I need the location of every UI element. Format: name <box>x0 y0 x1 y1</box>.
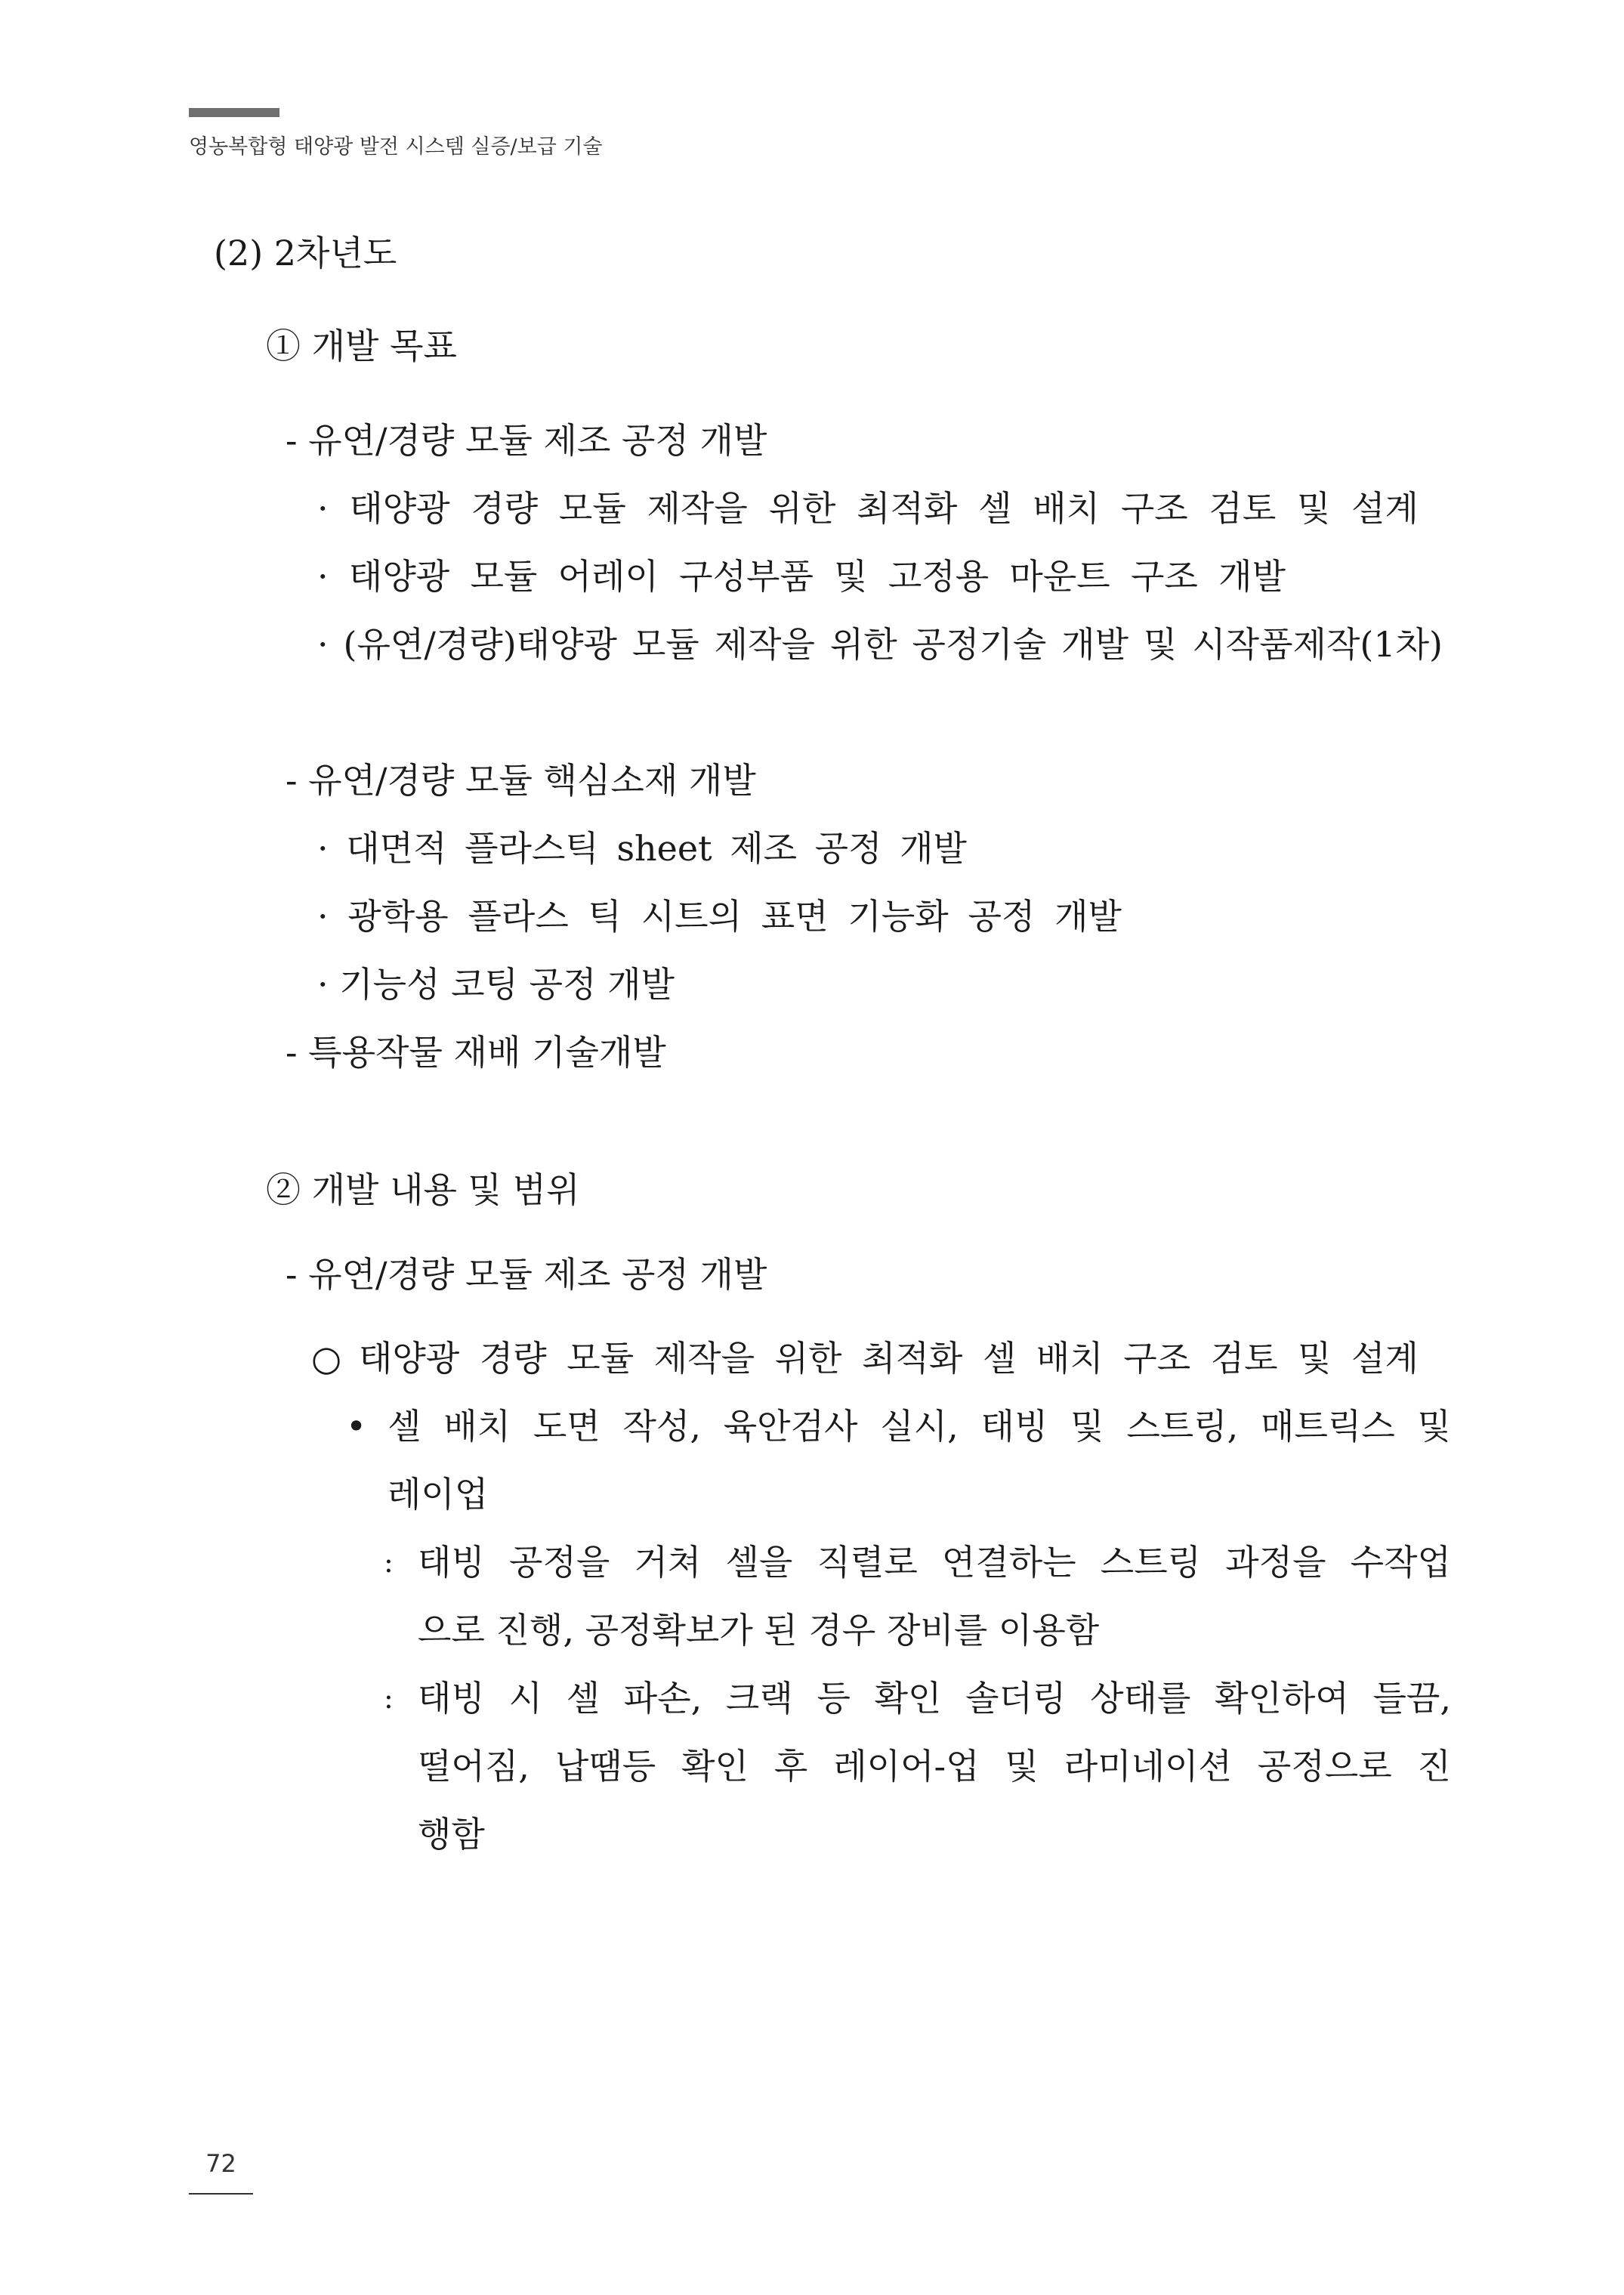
goals-group2-title: - 유연/경량 모듈 핵심소재 개발 <box>286 760 756 801</box>
goals-group1-item-1: · 태양광 경량 모듈 제작을 위한 최적화 셀 배치 구조 검토 및 설계 <box>317 488 1419 529</box>
scope-bullet-line-1: 셀 배치 도면 작성, 육안검사 실시, 태빙 및 스트링, 매트릭스 및 <box>387 1406 1451 1447</box>
scope-heading: ② 개발 내용 및 범위 <box>266 1169 580 1210</box>
goals-group3-title: - 특용작물 재배 기술개발 <box>286 1032 666 1073</box>
goals-group2-item-3: · 기능성 코팅 공정 개발 <box>317 964 675 1005</box>
scope-sub-marker <box>311 1336 341 1381</box>
scope-bullet-marker <box>346 1404 366 1449</box>
scope-note-2-line-2: 떨어짐, 납땜등 확인 후 레이어-업 및 라미네이션 공정으로 진 <box>418 1746 1451 1787</box>
circle-bullet-icon: ○ <box>311 1338 342 1379</box>
goals-group1-item-2: · 태양광 모듈 어레이 구성부품 및 고정용 마운트 구조 개발 <box>317 556 1286 597</box>
running-header-title: 영농복합형 태양광 발전 시스템 실증/보급 기술 <box>189 135 603 159</box>
page-number: 72 <box>205 2149 236 2178</box>
footer-rule <box>189 2193 253 2195</box>
section-heading: (2) 2차년도 <box>214 233 397 273</box>
goals-group1-title: - 유연/경량 모듈 제조 공정 개발 <box>286 420 767 461</box>
goals-heading: ① 개발 목표 <box>266 326 457 366</box>
scope-note-2-line-1: 태빙 시 셀 파손, 크랙 등 확인 솔더링 상태를 확인하여 들끔, <box>418 1678 1451 1719</box>
scope-bullet-line-2: 레이업 <box>387 1474 489 1515</box>
dot-bullet-icon: • <box>346 1406 367 1447</box>
scope-note-2-line-3: 행함 <box>418 1814 485 1855</box>
scope-note-1-marker: : <box>384 1546 394 1579</box>
header-accent-bar <box>189 108 279 117</box>
scope-sub-text: 태양광 경량 모듈 제작을 위한 최적화 셀 배치 구조 검토 및 설계 <box>359 1338 1419 1379</box>
goals-group2-item-1: · 대면적 플라스틱 sheet 제조 공정 개발 <box>317 828 967 869</box>
scope-note-2-marker: : <box>384 1682 394 1715</box>
scope-group1-title: - 유연/경량 모듈 제조 공정 개발 <box>286 1254 767 1295</box>
scope-note-1-line-2: 으로 진행, 공정확보가 된 경우 장비를 이용함 <box>418 1610 1100 1651</box>
goals-group2-item-2: · 광학용 플라스 틱 시트의 표면 기능화 공정 개발 <box>317 896 1122 937</box>
goals-group1-item-3: · (유연/경량)태양광 모듈 제작을 위한 공정기술 개발 및 시작품제작(1차) <box>317 624 1443 665</box>
scope-note-1-line-1: 태빙 공정을 거쳐 셀을 직렬로 연결하는 스트링 과정을 수작업 <box>418 1542 1451 1583</box>
